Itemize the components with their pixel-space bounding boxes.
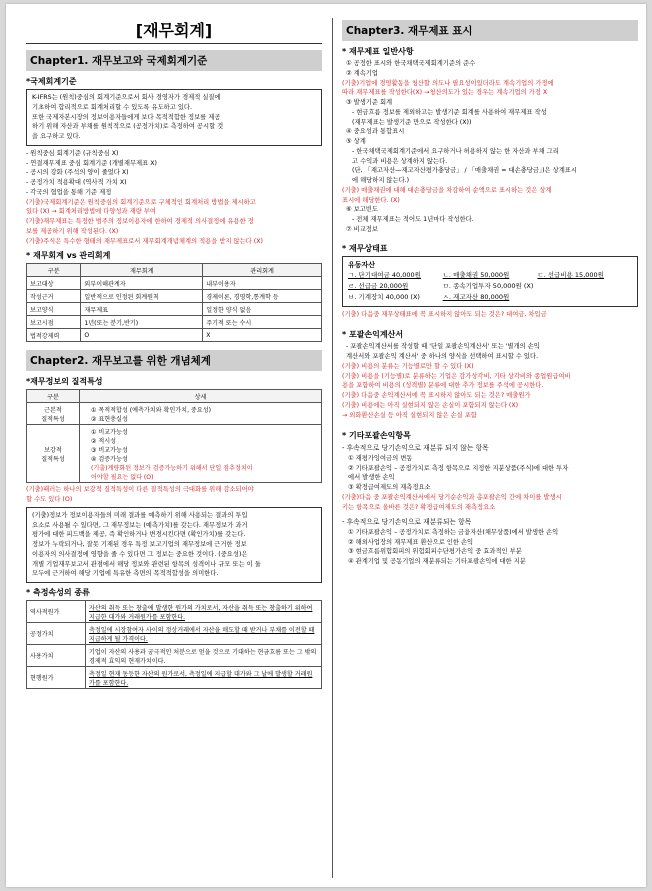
list-item: ⑤ 상계: [346, 138, 366, 145]
exam-note: (기출)기업에 경영활동을 청산할 의도나 필요성이있더라도 계속기업의 가정에: [342, 79, 554, 87]
column-divider: [332, 18, 333, 878]
qualitative-characteristics-table: [26, 389, 322, 483]
exam-note: (기출)다음 중 포괄손익계산서에서 당기순손익과 총포괄손익 간에 차이를 발생시: [342, 493, 562, 501]
asset-item: ㄴ. 매출채권 50,000원: [442, 270, 510, 279]
table-cell: 자산의 취득 또는 창출에 발생한 원가의 가치로서, 자산을 취득 또는 창출하기 위하여 지급한 대가와 거래원가를 포함한다.: [86, 601, 322, 623]
table-row: [27, 425, 322, 483]
ifrs-exam-notes: [26, 198, 322, 247]
list-item: 계산서와 포괄손익 계산서' 중 하나의 양식을 선택하여 표시할 수 있다.: [346, 353, 539, 361]
table-row: [27, 290, 322, 303]
list-item: ① 비교가능성: [91, 428, 128, 436]
list-item: ③ 확정급여제도의 재측정요소: [348, 484, 431, 492]
column-header: 구분: [27, 390, 80, 403]
list-item: ③ 비교가능성: [91, 446, 128, 454]
qualitative-exam-notes: [26, 485, 322, 505]
oci-reclassified-list: [342, 528, 638, 567]
oci-reclassified-heading: - 후속적으로 당기손익으로 재분류되는 항목: [342, 518, 472, 527]
oci-not-reclassified-list: [342, 454, 638, 493]
list-item: ② 표현충실성: [91, 415, 128, 423]
text-line: 개별 기업재무보고서 관점에서 해당 정보와 관련된 항목의 성격이나 규모 또는 이 둘: [32, 560, 261, 568]
exam-note: 따라 재무제표를 작성한다(X) →청산의도가 있는 경우는 계속기업의 가정 X: [342, 89, 548, 97]
ifrs-box: [26, 89, 322, 146]
row-label-line: 질적특성: [41, 455, 65, 463]
list-item: ③ 발생기준 회계: [346, 99, 393, 106]
text-line: 정보가 누락되거나, 잘못 기재된 경우 특정 보고기업의 재무정보에 근거한 정보: [32, 541, 247, 548]
table-cell: [80, 403, 322, 425]
current-assets-title: 유동자산: [348, 260, 376, 269]
table-cell: 측정일 현재 동등한 자산의 원가로서, 측정일에 지급할 대가와 그 날에 발생할 거래원가를 포함한다.: [86, 667, 322, 689]
list-item: ② 해외사업장의 재무제표 환산으로 인한 손익: [348, 538, 474, 546]
table-row: [27, 316, 322, 329]
chapter1-heading: Chapter1. 재무보고와 국제회계기준: [26, 50, 322, 71]
exam-note: 있다 (X) → 회계처리방법에 다양성과 재량 부여: [26, 208, 156, 216]
exam-note: (기출) 비용에는 아직 실현되지 않은 손실이 포함되지 않는다 (X): [342, 401, 519, 409]
row-label: [27, 425, 80, 483]
row-label: 사용가치: [27, 645, 86, 667]
table-cell: X: [203, 329, 322, 342]
row-label: 공정가치: [27, 623, 86, 645]
exam-note: (기출)계량화된 정보가 검증가능하기 위해서 단일 점추정치이: [91, 464, 253, 472]
row-label-line: 근본적: [44, 406, 62, 414]
table-cell: 주기적 또는 수시: [203, 316, 322, 329]
list-item: (단, 「재고자산—재고자산평가충당금」 / 「매출채권 = 대손충당금」)은 상계표시: [352, 167, 577, 175]
table-cell: 보고양식: [27, 303, 81, 316]
table-cell: 측정일에 시장참여자 사이의 정상거래에서 자산을 매도할 때 받거나 부채를 이전할 때 지급하게 될 가격이다.: [86, 623, 322, 645]
asset-item: ㄹ. 선급금 20,000원: [348, 281, 409, 290]
vs-heading: * 재무회계 vs 관리회계: [26, 251, 111, 261]
comprehensive-income-heading: * 포괄손익계산서: [342, 330, 404, 340]
list-item: - 원칙중심 회계기준 (규칙중심 X): [26, 149, 119, 157]
qualitative-heading: *재무정보의 질적특성: [26, 377, 103, 387]
table-cell: 내부이용자: [203, 277, 322, 290]
exam-note: (기출) 다음중 재무상태표에 꼭 표시하지 않아도 되는 것은? 대여금, 차입금: [342, 310, 547, 318]
table-cell: 일정한 양식 없음: [203, 303, 322, 316]
exam-note: 키는 항목으로 올바른 것은? 확정급여제도의 재측정요소: [342, 503, 496, 511]
row-label-line: 보강적: [44, 446, 62, 454]
list-item: - 연결재무제표 중심 회계기준 (개별재무제표 X): [26, 159, 157, 167]
exam-note: 용을 포함하여 비용의 (성격별) 분류에 대한 추가 정보를 주석에 공시한다.: [342, 382, 544, 390]
list-item: ⑦ 비교정보: [346, 225, 378, 233]
exam-note: 보를 제공하기 위해 작성된다. (X): [26, 227, 119, 235]
exam-note: 어야할 필요는 없다 (O): [91, 473, 154, 481]
list-item: ① 기타포괄손익 – 공정가치로 측정하는 금융자산(채무상품)에서 발생한 손익: [348, 528, 559, 536]
measurement-bases-table: [26, 600, 322, 689]
exam-note: → 외화환산손실 등 아직 실현되지 않은 손실 포함: [342, 411, 477, 419]
list-item: (재무제표는 발생기준 만으로 작성한다 (X)): [352, 118, 472, 126]
asset-item: ㅅ. 재고자산 80,000원: [442, 292, 510, 301]
asset-item: ㅂ. 기계장치 40,000 (X): [348, 292, 420, 301]
text-line: 모두에 근거하여 해당 기업에 특유한 측면의 목적적합성을 의미한다.: [32, 570, 219, 578]
column-header: 상세: [80, 390, 322, 403]
left-column: [26, 4, 322, 689]
oci-not-reclassified-heading: - 후속적으로 당기손익으로 재분류 되지 않는 항목: [342, 444, 489, 453]
table-row: [27, 645, 322, 667]
table-row: [27, 403, 322, 425]
exam-note: (기출)재무제표는 특정한 범주의 정보이용자에 한하여 경제적 의사결정에 유용한 정: [26, 218, 254, 225]
text-line: 또한 국제자본시장의 정보이용자들에게 보다 목적적합한 정보를 제공: [32, 113, 221, 121]
document-page: [6, 4, 646, 887]
table-cell: 재무제표: [81, 303, 203, 316]
table-row: [27, 277, 322, 290]
list-item: ④ 관계기업 및 공동기업의 재분류되는 기타포괄손익에 대한 지분: [348, 558, 526, 566]
right-column: [342, 4, 638, 567]
ifrs-heading: *국제회계기준: [26, 77, 77, 86]
text-line: 요소로 사용될 수 있다면, 그 재무정보는 (예측가치)를 갖는다. 재무정보가 과거: [32, 521, 248, 529]
chapter3-heading: Chapter3. 재무제표 표시: [342, 20, 638, 41]
accounting-comparison-table: [26, 263, 322, 342]
financial-position-heading: * 재무상태표: [342, 243, 388, 253]
current-assets-box: [342, 256, 638, 307]
exam-note: 표시에 해당한다. (X): [342, 196, 400, 204]
list-item: - 한국채택국제회계기준에서 요구하거나 허용하지 않는 한 자산과 부채 그리: [352, 147, 559, 155]
list-item: ② 계속기업: [346, 69, 378, 77]
ifrs-list: [26, 149, 322, 198]
measurement-heading: * 측정속성의 종류: [26, 588, 90, 597]
table-cell: 일반적으로 인정된 회계원칙: [81, 290, 203, 303]
table-row: [27, 303, 322, 316]
list-item: ④ 검증가능성: [91, 455, 128, 463]
list-item: ② 기타포괄손익 – 공정가치로 측정 항목으로 지정한 지분상품(주식)에 대한 투자: [348, 464, 569, 472]
table-cell: 보고시점: [27, 316, 81, 329]
exam-note: (기출)주식은 특수한 형태의 재무제표로서 재무회계개념체계의 적용을 받지 않는다 (X): [26, 237, 263, 245]
text-line: 평가에 대한 피드백을 제공, 즉 확인하거나 변경시킨다면 (확인가치)를 갖는다.: [32, 531, 246, 539]
table-cell: 법적강제력: [27, 329, 81, 342]
table-cell: 경제이론, 경영학,통계학 등: [203, 290, 322, 303]
comprehensive-income-list: [342, 342, 638, 420]
general-heading: * 재무제표 일반사항: [342, 47, 414, 56]
list-item: ④ 중요성과 통합표시: [346, 128, 405, 136]
list-item: ① 재평가잉여금의 변동: [348, 454, 413, 462]
list-item: - 전체 재무제표는 적어도 1년마다 작성한다.: [352, 216, 474, 223]
table-cell: 보고대상: [27, 277, 81, 290]
text-line: (기출)정보가 정보이용자들의 미래 결과를 예측하기 위해 사용되는 결과의 투입: [32, 511, 248, 519]
list-item: 에 해당하지 않는다.): [352, 177, 410, 184]
row-label-line: 질적특성: [41, 415, 65, 423]
table-cell: O: [81, 329, 203, 342]
row-label: 역사적원가: [27, 601, 86, 623]
list-item: ③ 현금흐름위험회피의 위험회피수단평가손익 중 효과적인 부분: [348, 548, 522, 556]
exam-note: (기출) 매출채권에 대해 대손충당금을 차감하여 순액으로 표시하는 것은 상계: [342, 186, 552, 194]
row-label: [27, 403, 80, 425]
asset-item: ㅁ. 종속기업투자 50,000원 (X): [442, 281, 534, 290]
table-cell: [80, 425, 322, 483]
asset-item: ㄱ. 단기대여금 40,000원: [348, 270, 421, 279]
table-row: [27, 329, 322, 342]
table-header-row: [27, 390, 322, 403]
text-line: 을 요구하고 있다.: [32, 133, 81, 140]
list-item: - 각국의 협업을 통해 기준 제정: [26, 188, 112, 196]
asset-item: ㄷ. 선급비용 15,000원: [537, 270, 604, 279]
oci-heading: * 기타포괄손익항목: [342, 431, 411, 441]
column-header: 재무회계: [81, 264, 203, 277]
text-line: K-IFRS는 (원칙)중심의 회계기준으로서 회사 경영자가 경제적 실질에: [32, 94, 221, 101]
current-assets-grid: [348, 270, 632, 303]
list-item: 고 수익과 비용은 상계하지 않는다.: [352, 157, 448, 165]
table-cell: 작성근거: [27, 290, 81, 303]
list-item: ⑥ 보고빈도: [346, 206, 378, 214]
table-cell: 외부이해관계자: [81, 277, 203, 290]
list-item: - 공시의 강화 (주석의 양이 줄었다 X): [26, 169, 129, 177]
exam-note: (기출) 비용을 (기능별)로 분류하는 기업은 감가상각비, 기타 상각비와 종업원급여비: [342, 372, 571, 380]
list-item: - 현금흐름 정보를 제외하고는 발생기준 회계를 사용하여 재무제표 작성: [352, 108, 547, 116]
table-row: [27, 667, 322, 689]
table-cell: 기업이 자산의 사용과 궁극적인 처분으로 얻을 것으로 기대하는 현금흐름 또는 그 밖의 경제적 효익의 현재가치이다.: [86, 645, 322, 667]
table-row: [27, 601, 322, 623]
predictive-value-box: [26, 507, 322, 583]
text-line: 하기 위해 자산과 부채를 원칙적으로 (공정가치)로 측정하여 공시할 것: [32, 123, 224, 131]
list-item: 에서 발생한 손익: [348, 474, 395, 482]
page-title: [재무회계]: [26, 18, 322, 44]
list-item: ① 공정한 표시와 한국채택국제회계기준의 준수: [346, 60, 476, 67]
exam-note: (기출)국제회계기준은 원칙중심의 회계기준으로 구체적인 회계처리 방법을 제시하고: [26, 198, 256, 206]
column-header: 관리회계: [203, 264, 322, 277]
exam-note: 할 수도 있다 (O): [26, 496, 73, 503]
text-line: 이용자의 의사결정에 영향을 줄 수 있다면 그 정보는 중요한 것이다. (중요성)은: [32, 550, 248, 558]
list-item: - 공정가치 적용확대 (역사적 가치 X): [26, 179, 127, 186]
list-item: - 포괄손익계산서를 작성할 때 '단일 포괄손익계산서' 또는 '별개의 손익: [346, 343, 540, 351]
general-items-list: [342, 59, 638, 235]
column-header: 구분: [27, 264, 81, 277]
chapter2-heading: Chapter2. 재무보고를 위한 개념체계: [26, 350, 322, 371]
list-item: ① 목적적합성 (예측가치와 확인가치, 중요성): [91, 406, 211, 414]
table-header-row: [27, 264, 322, 277]
row-label: 현행원가: [27, 667, 86, 689]
table-cell: 1년(또는 분기,반기): [81, 316, 203, 329]
table-row: [27, 623, 322, 645]
list-item: ② 적시성: [91, 437, 117, 445]
exam-note: (기출) 비용의 분류는 기능별로만 할 수 있다 (X): [342, 362, 474, 370]
text-line: 기초하여 합리적으로 회계처리할 수 있도록 유도하고 있다.: [32, 103, 192, 111]
oci-exam-notes: [342, 493, 638, 513]
exam-note: (기출) 다음중 손익계산서에 꼭 표시하지 않아도 되는 것은? 매출원가: [342, 392, 531, 400]
exam-note: (기출)패러는 하나의 보강적 질적특성이 다른 질적특성의 극대화를 위해 감소되어야: [26, 486, 254, 494]
